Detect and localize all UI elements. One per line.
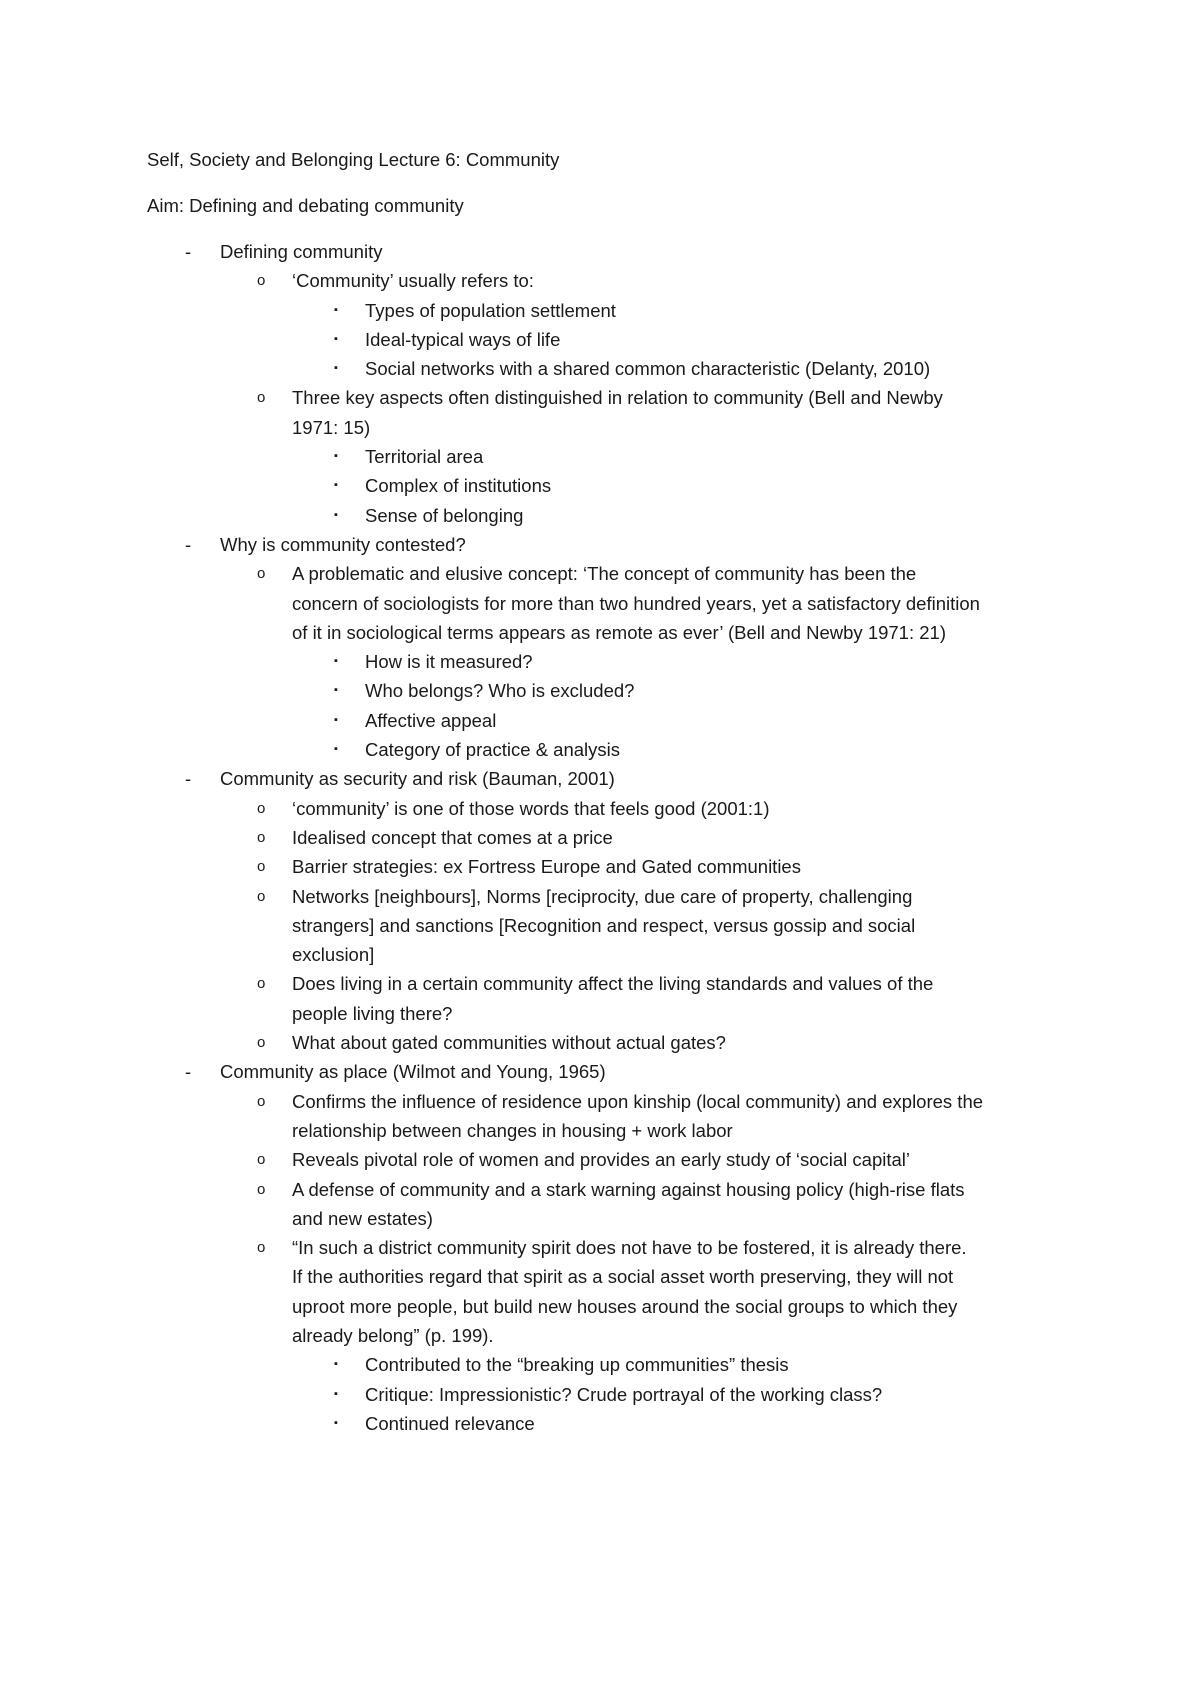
list-item-continuation: 1971: 15) [292,416,371,438]
list-item: ▪ Social networks with a shared common characteristic (Delanty, 2010) [147,354,1087,383]
circle-bullet: o [257,1034,266,1052]
square-bullet-icon: ▪ [334,1416,338,1429]
circle-bullet: o [257,389,266,407]
square-bullet-icon: ▪ [334,1387,338,1400]
circle-bullet: o [257,272,266,290]
list-item: ▪ Contributed to the “breaking up communities” thesis [147,1350,1087,1379]
square-bullet-icon: ▪ [334,508,338,521]
dash-bullet: - [185,1061,192,1083]
list-item: ▪ Ideal-typical ways of life [147,325,1087,354]
circle-bullet: o [257,1180,266,1198]
list-item: ▪ Complex of institutions [147,471,1087,500]
square-bullet-icon: ▪ [334,1358,338,1371]
circle-bullet: o [257,1092,266,1110]
square-bullet-icon: ▪ [334,743,338,756]
list-item-continuation: already belong” (p. 199). [292,1324,494,1346]
list-item-continuation: concern of sociologists for more than two hundred years, yet a satisfactory definition [292,592,980,614]
square-bullet-icon: ▪ [334,362,338,375]
lecture-outline [147,237,1087,1438]
list-item: ▪ Who belongs? Who is excluded? [147,676,1087,705]
list-item-continuation: of it in sociological terms appears as remote as ever’ (Bell and Newby 1971: 21) [292,621,946,643]
dash-bullet: - [185,533,192,555]
list-item: o Confirms the influence of residence upon kinship (local community) and explores the [147,1087,1087,1116]
square-bullet-icon: ▪ [334,479,338,492]
list-item: - Defining community [147,237,1087,266]
aim-statement: Aim: Defining and debating community [147,195,464,216]
list-item: - Why is community contested? [147,530,1087,559]
list-item: ▪ Territorial area [147,442,1087,471]
list-item: o Idealised concept that comes at a price [147,823,1087,852]
list-item-continuation: relationship between changes in housing + work labor [292,1119,733,1141]
list-item: o Barrier strategies: ex Fortress Europe and Gated communities [147,852,1087,881]
circle-bullet: o [257,975,266,993]
list-item: o A defense of community and a stark warning against housing policy (high-rise flats [147,1175,1087,1204]
list-item: o Networks [neighbours], Norms [reciprocity, due care of property, challenging [147,882,1087,911]
list-item: - Community as security and risk (Bauman, 2001) [147,764,1087,793]
square-bullet-icon: ▪ [334,684,338,697]
circle-bullet: o [257,565,266,583]
circle-bullet: o [257,828,266,846]
list-item: ▪ Category of practice & analysis [147,735,1087,764]
list-item: o Three key aspects often distinguished in relation to community (Bell and Newby [147,383,1087,412]
square-bullet-icon: ▪ [334,450,338,463]
dash-bullet: - [185,768,192,790]
list-item: o Reveals pivotal role of women and provides an early study of ‘social capital’ [147,1145,1087,1174]
circle-bullet: o [257,858,266,876]
list-item: ▪ Affective appeal [147,706,1087,735]
list-item-continuation: exclusion] [292,944,375,966]
dash-bullet: - [185,241,192,262]
list-item: o A problematic and elusive concept: ‘The concept of community has been the [147,559,1087,588]
list-item-continuation: people living there? [292,1002,453,1024]
list-item: o What about gated communities without actual gates? [147,1028,1087,1057]
circle-bullet: o [257,799,266,817]
list-item: - Community as place (Wilmot and Young, 1965) [147,1057,1087,1086]
list-item: ▪ Sense of belonging [147,501,1087,530]
circle-bullet: o [257,887,266,905]
circle-bullet: o [257,1151,266,1169]
list-item-continuation: strangers] and sanctions [Recognition and respect, versus gossip and social [292,914,916,936]
list-item: o Does living in a certain community affect the living standards and values of the [147,969,1087,998]
list-item: o “In such a district community spirit does not have to be fostered, it is already there. [147,1233,1087,1262]
list-item: ▪ Types of population settlement [147,296,1087,325]
list-item-continuation: uproot more people, but build new houses around the social groups to which they [292,1295,958,1317]
square-bullet-icon: ▪ [334,332,338,345]
circle-bullet: o [257,1239,266,1257]
list-item-continuation: If the authorities regard that spirit as a social asset worth preserving, they will not [292,1266,954,1288]
square-bullet-icon: ▪ [334,303,338,316]
list-item: ▪ Critique: Impressionistic? Crude portrayal of the working class? [147,1380,1087,1409]
square-bullet-icon: ▪ [334,655,338,668]
list-item: ▪ Continued relevance [147,1409,1087,1438]
list-item: ▪ How is it measured? [147,647,1087,676]
list-item: o ‘Community’ usually refers to: [147,266,1087,295]
list-item-continuation: and new estates) [292,1207,433,1229]
document-title: Self, Society and Belonging Lecture 6: Community [147,149,560,170]
list-item: o ‘community’ is one of those words that feels good (2001:1) [147,794,1087,823]
square-bullet-icon: ▪ [334,713,338,726]
